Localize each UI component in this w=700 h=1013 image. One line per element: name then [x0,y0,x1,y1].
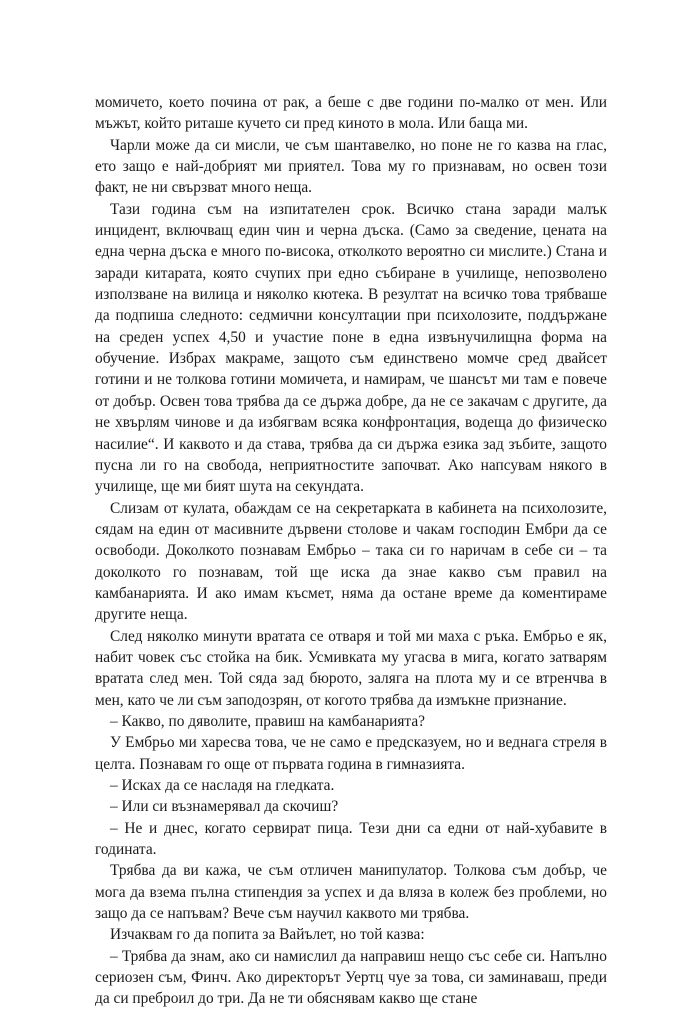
paragraph: Трябва да ви кажа, че съм отличен манипулатор. Толкова съм добър, че мога да взема пълна стипендия за успех и да вляза в колеж без проблеми, но защо да се напъвам? Вече съм научил каквото ми трябва. [95,862,607,923]
paragraph: Чарли може да си мисли, че съм шантавелко, но поне не го казва на глас, ето защо е най-добрият ми приятел. Това му го признавам, но освен този факт, не ни свързват много неща. [95,136,607,197]
paragraph: Тази година съм на изпитателен срок. Всичко стана заради малък инцидент, включващ един чин и черна дъска. (Само за сведение, цената на една черна дъска е много по-висока, отколкото вероятно си мислите.) Стана и заради китарата, която счупих при едно събиране в училище, непозволено използване на вилица и няколко кютека. В резултат на всичко това трябваше да подпиша следното: седмични консултации при психолозите, поддържане на среден успех 4,50 и участие поне в една извънучилищна форма на обучение. Избрах макраме, защото съм единствено момче сред двайсет готини и не толкова готини момичета, и намирам, че шансът ми там е повече от добър. Освен това трябва да се държа добре, да не се закачам с другите, да не хвърлям чинове и да избягвам всяка конфронтация, водеща до физическо насилие“. И каквото и да става, трябва да си държа езика зад зъбите, защото пусна ли го на свобода, неприятностите започват. Ако напсувам някого в училище, ще ми бият шута на секундата. [95,200,607,496]
dialogue-line: – Какво, по дяволите, правиш на камбанарията? [110,712,425,730]
dialogue-line: – Или си възнамерявал да скочиш? [110,798,339,816]
dialogue-line: – Исках да се насладя на гледката. [110,777,335,794]
page-text [95,92,607,1010]
paragraph: Слизам от кулата, обаждам се на секретарката в кабинета на психолозите, сядам на един от масивните дървени столове и чакам господин Ембри да се освободи. Доколкото познавам Ембрьо – така си го наричам в себе си – та доколкото го познавам, той ще иска да знае какво съм правил на камбанарията. И ако имам късмет, няма да остане време да коментираме другите неща. [95,499,607,624]
paragraph: След няколко минути вратата се отваря и той ми маха с ръка. Ембрьо е як, набит човек със стойка на бик. Усмивката му угасва в мига, когато затварям вратата след мен. Той сяда зад бюрото, заляга на плота му и се втренчва в мен, като че ли съм заподозрян, от когото трябва да измъкне признание. [95,627,607,709]
paragraph: У Ембрьо ми харесва това, че не само е предсказуем, но и веднага стреля в целта. Познавам го още от първата година в гимназията. [95,734,607,773]
dialogue-line: – Трябва да знам, ако си намислил да направиш нещо със себе си. Напълно сериозен съм, Финч. Ако директорът Уертц чуе за това, си заминаваш, преди да си преброил до три. Да не ти обяснявам какво ще стане [95,947,607,1008]
paragraph: Изчаквам го да попита за Вайълет, но той казва: [110,926,425,944]
paragraph: момичето, което почина от рак, а беше с две години по-малко от мен. Или мъжът, който риташе кучето си пред киното в мола. Или баща ми. [95,94,607,133]
dialogue-line: – Не и днес, когато сервират пица. Тези дни са едни от най-хубавите в годината. [95,819,607,859]
